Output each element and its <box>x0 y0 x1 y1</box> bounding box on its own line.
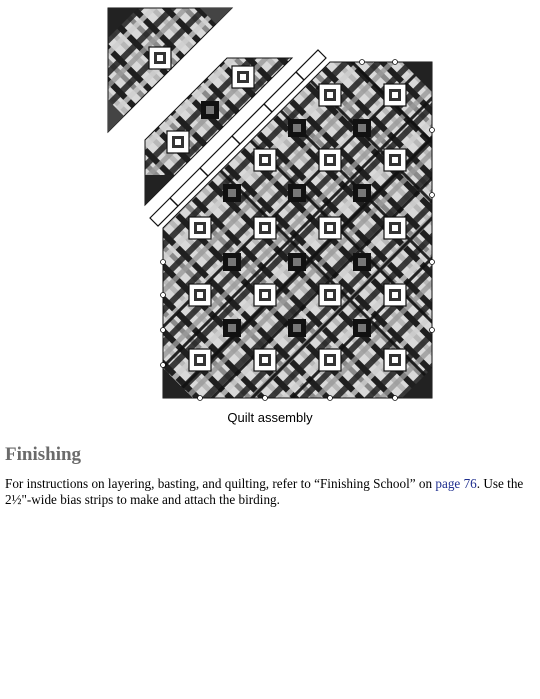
section-heading: Finishing <box>5 444 82 465</box>
quilt-assembly-illustration <box>100 0 440 405</box>
paragraph-text-end: . Use the 2½"-wide bias strips to make and attach the birding. <box>5 476 524 507</box>
body-paragraph <box>5 476 530 508</box>
page-link[interactable]: page 76 <box>435 476 477 491</box>
paragraph-text-start: For instructions on layering, basting, and quilting, refer to “Finishing School” on <box>5 476 436 491</box>
figure-caption: Quilt assembly <box>227 410 313 425</box>
